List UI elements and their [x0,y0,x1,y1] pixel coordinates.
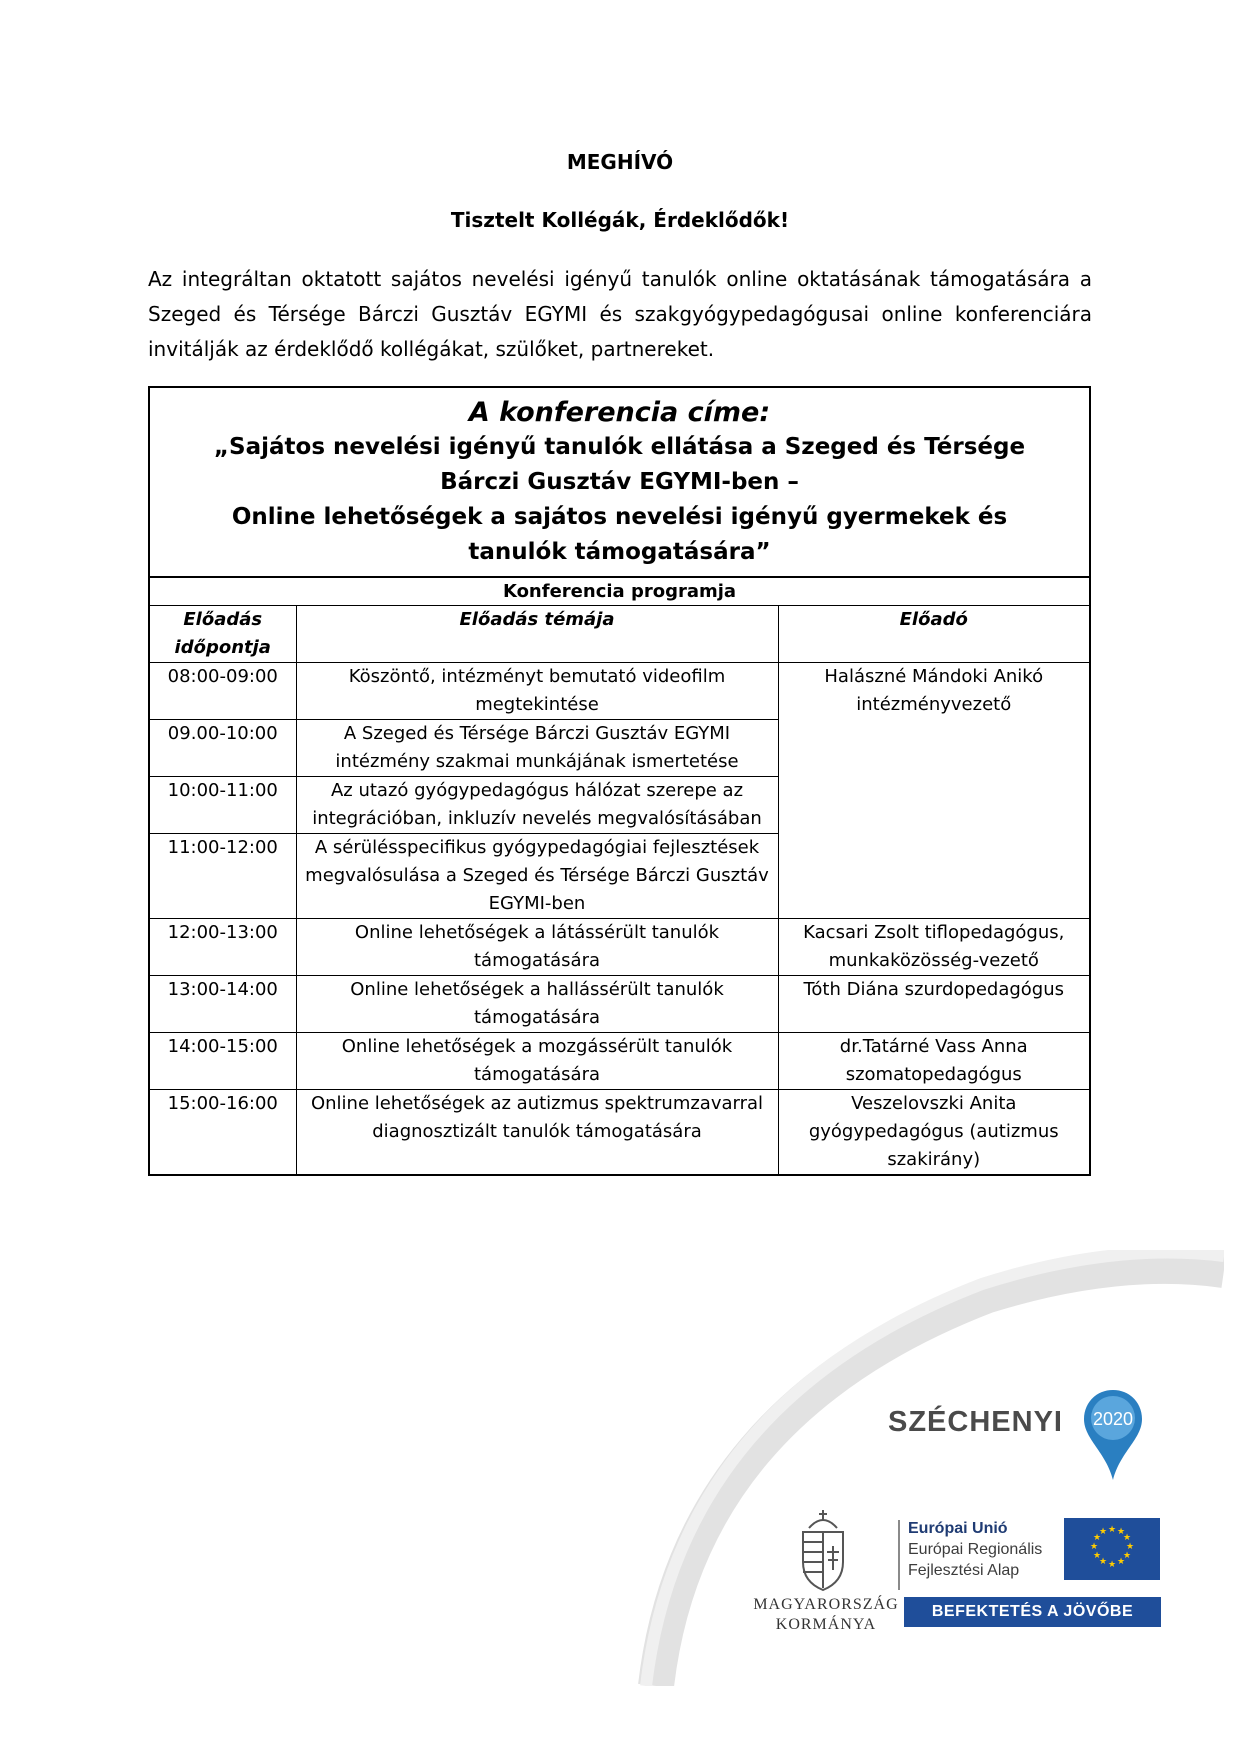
row-topic: A Szeged és Térsége Bárczi Gusztáv EGYMI intézmény szakmai munkájának ismertetése [296,720,778,777]
table-row [150,976,1089,1033]
program-box [148,386,1091,1176]
hungarian-coat-of-arms-icon [787,1508,859,1592]
table-row [150,919,1089,976]
conference-label: A konferencia címe: [468,397,771,428]
row-time: 15:00-16:00 [150,1090,296,1175]
row-time: 10:00-11:00 [150,777,296,834]
eu-text-block [908,1518,1042,1581]
svg-text:★: ★ [1122,1551,1132,1561]
szechenyi-year: 2020 [1092,1409,1134,1429]
eu-line-2: Európai Regionális [908,1541,1043,1558]
table-row [150,1033,1089,1090]
row-topic: Online lehetőségek a hallássérült tanulók támogatására [296,976,778,1033]
conference-title-line-3: Online lehetőségek a sajátos nevelési igényű gyermekek és [231,504,1008,530]
government-name [746,1595,906,1635]
header-topic: Előadás témája [296,606,778,663]
eu-line-1: Európai Unió [908,1520,1008,1537]
svg-text:★: ★ [1107,1525,1117,1535]
svg-text:★: ★ [1098,1557,1108,1567]
row-time: 08:00-09:00 [150,663,296,720]
szechenyi-wordmark: SZÉCHENYI [888,1406,1063,1438]
row-topic: Online lehetőségek a látássérült tanulók támogatására [296,919,778,976]
svg-text:★: ★ [1092,1551,1102,1561]
row-time: 11:00-12:00 [150,834,296,919]
eu-line-3: Fejlesztési Alap [908,1562,1020,1579]
government-line-1: MAGYARORSZÁG [753,1596,899,1613]
svg-text:★: ★ [1122,1533,1132,1543]
header-speaker: Előadó [778,606,1089,663]
row-speaker: Tóth Diána szurdopedagógus [778,976,1089,1033]
greeting: Tisztelt Kollégák, Érdeklődők! [450,208,790,232]
page-title: MEGHÍVÓ [566,150,674,174]
row-time: 13:00-14:00 [150,976,296,1033]
conference-title-line-4: tanulók támogatására” [468,539,771,565]
row-speaker: Halászné Mándoki Anikó intézményvezető [778,663,1089,919]
conference-title-line-1: „Sajátos nevelési igényű tanulók ellátása a Szeged és Térsége [213,434,1026,460]
row-topic: Online lehetőségek az autizmus spektrumzavarral diagnosztizált tanulók támogatására [296,1090,778,1175]
svg-text:★: ★ [1125,1542,1135,1552]
conference-heading [150,388,1089,578]
svg-text:★: ★ [1098,1527,1108,1537]
row-speaker: Veszelovszki Anita gyógypedagógus (autizmus szakirány) [778,1090,1089,1175]
table-row [150,1090,1089,1175]
row-speaker: dr.Tatárné Vass Anna szomatopedagógus [778,1033,1089,1090]
row-topic: A sérülésspecifikus gyógypedagógiai fejlesztések megvalósulása a Szeged és Térsége Bárczi Gusztáv EGYMI-ben [296,834,778,919]
row-topic: Az utazó gyógypedagógus hálózat szerepe az integrációban, inkluzív nevelés megvalósításában [296,777,778,834]
row-topic: Köszöntő, intézményt bemutató videofilm megtekintése [296,663,778,720]
svg-text:★: ★ [1089,1542,1099,1552]
svg-text:★: ★ [1107,1560,1117,1570]
program-table [150,606,1089,1174]
table-header-row [150,606,1089,663]
row-time: 14:00-15:00 [150,1033,296,1090]
conference-title-line-2: Bárczi Gusztáv EGYMI-ben – [440,469,799,495]
row-topic: Online lehetőségek a mozgássérült tanulók támogatására [296,1033,778,1090]
program-caption: Konferencia programja [150,578,1089,606]
eu-banner: BEFEKTETÉS A JÖVŐBE [904,1597,1161,1627]
row-speaker: Kacsari Zsolt tiflopedagógus, munkaközösség-vezető [778,919,1089,976]
svg-text:★: ★ [1116,1557,1126,1567]
header-time: Előadás időpontja [150,606,296,663]
row-time: 09.00-10:00 [150,720,296,777]
intro-paragraph: Az integráltan oktatott sajátos nevelési igényű tanulók online oktatásának támogatására a Szeged és Térsége Bárczi Gusztáv EGYMI és szakgyógypedagógusai online konferenciára invitálják az érdeklődő kollégákat, szülőket, partnereket. [148,267,1092,361]
svg-text:★: ★ [1092,1533,1102,1543]
row-time: 12:00-13:00 [150,919,296,976]
svg-text:★: ★ [1116,1527,1126,1537]
eu-divider [898,1520,900,1590]
funding-logo-panel [598,1250,1224,1686]
table-row [150,663,1089,720]
location-pin-icon [1082,1388,1144,1482]
government-line-2: KORMÁNYA [775,1616,877,1633]
eu-flag-icon [1064,1518,1160,1580]
